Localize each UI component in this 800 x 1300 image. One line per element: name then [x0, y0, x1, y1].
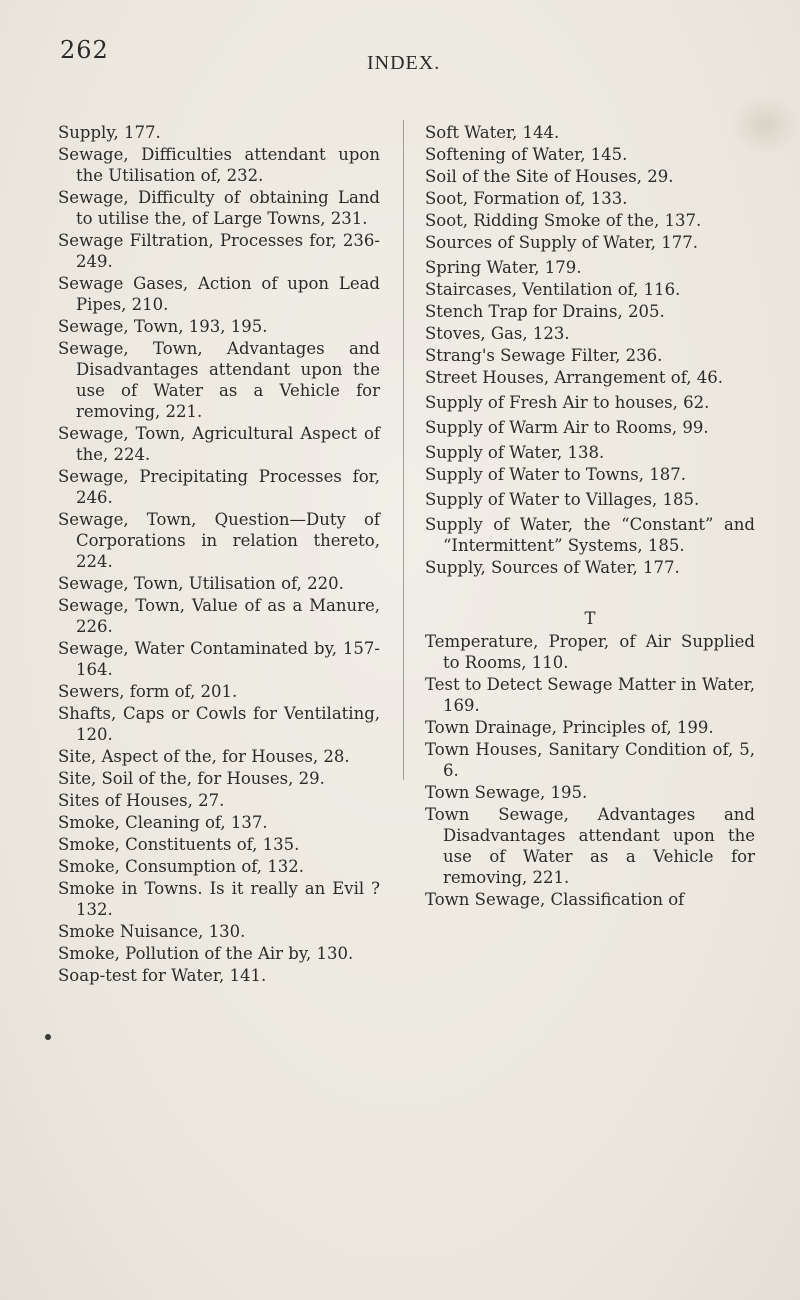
index-entry: Test to Detect Sewage Matter in Water, 169. — [425, 675, 755, 715]
index-entry: Sewage, Water Contaminated by, 157-164. — [58, 639, 380, 679]
right-column — [425, 122, 755, 911]
index-entry: Sewage Filtration, Processes for, 236-249. — [58, 231, 380, 271]
index-entry: Supply of Water to Towns, 187. — [425, 465, 686, 484]
index-entry: Sewage, Difficulties attendant upon the Utilisation of, 232. — [58, 145, 380, 185]
index-entry: Spring Water, 179. — [425, 258, 582, 277]
index-entry: Sewage, Town, Question—Duty of Corporations in relation thereto, 224. — [58, 510, 380, 571]
index-entry: Temperature, Proper, of Air Supplied to Rooms, 110. — [425, 632, 755, 672]
index-entry: Town Sewage, 195. — [425, 783, 588, 802]
index-entry: Supply of Fresh Air to houses, 62. — [425, 393, 710, 412]
index-entry: Softening of Water, 145. — [425, 145, 628, 164]
index-entry: Strang's Sewage Filter, 236. — [425, 346, 663, 365]
section-letter: T — [584, 609, 596, 628]
index-entry: Sewage, Difficulty of obtaining Land to utilise the, of Large Towns, 231. — [58, 188, 380, 228]
index-entry: Town Sewage, Advantages and Disadvantages attendant upon the use of Water as a Vehicle for removing, 221. — [425, 805, 755, 887]
index-entry: Smoke, Constituents of, 135. — [58, 835, 300, 854]
index-entry: Supply of Warm Air to Rooms, 99. — [425, 418, 709, 437]
index-entry: Sewage Gases, Action of upon Lead Pipes, 210. — [58, 274, 380, 314]
index-entry: Site, Aspect of the, for Houses, 28. — [58, 747, 350, 766]
index-entry: Town Sewage, Classification of — [425, 890, 685, 909]
index-entry: Staircases, Ventilation of, 116. — [425, 280, 681, 299]
index-entry: Supply of Water, the “Constant” and “Intermittent” Systems, 185. — [425, 515, 755, 555]
margin-bullet-mark — [45, 1034, 51, 1040]
index-entry: Soot, Ridding Smoke of the, 137. — [425, 211, 702, 230]
index-entry: Smoke in Towns. Is it really an Evil ? 132. — [58, 879, 380, 919]
index-entry: Stoves, Gas, 123. — [425, 324, 570, 343]
index-entry: Sewers, form of, 201. — [58, 682, 238, 701]
index-entry: Town Houses, Sanitary Condition of, 5, 6. — [425, 740, 755, 780]
index-entry: Supply, 177. — [58, 123, 161, 142]
index-entry: Supply of Water, 138. — [425, 443, 605, 462]
index-entry: Sewage, Precipitating Processes for, 246. — [58, 467, 380, 507]
index-entry: Shafts, Caps or Cowls for Ventilating, 120. — [58, 704, 380, 744]
index-entry: Soft Water, 144. — [425, 123, 560, 142]
running-head: INDEX. — [367, 52, 441, 74]
page-number: 262 — [60, 36, 109, 64]
index-entry: Smoke, Consumption of, 132. — [58, 857, 305, 876]
index-entry: Sources of Supply of Water, 177. — [425, 233, 698, 252]
index-entry: Supply, Sources of Water, 177. — [425, 558, 680, 577]
index-entry: Soot, Formation of, 133. — [425, 189, 628, 208]
index-entry: Soap-test for Water, 141. — [58, 966, 267, 985]
index-entry: Street Houses, Arrangement of, 46. — [425, 368, 723, 387]
index-entry: Smoke Nuisance, 130. — [58, 922, 246, 941]
index-entry: Sewage, Town, Advantages and Disadvantages attendant upon the use of Water as a Vehicle for removing, 221. — [58, 339, 380, 421]
index-entry: Sewage, Town, Utilisation of, 220. — [58, 574, 344, 593]
index-entry: Soil of the Site of Houses, 29. — [425, 167, 674, 186]
index-entry: Sewage, Town, 193, 195. — [58, 317, 268, 336]
index-entry: Smoke, Cleaning of, 137. — [58, 813, 268, 832]
index-entry: Smoke, Pollution of the Air by, 130. — [58, 944, 354, 963]
index-entry: Sewage, Town, Value of as a Manure, 226. — [58, 596, 380, 636]
index-entry: Sites of Houses, 27. — [58, 791, 225, 810]
column-divider — [403, 120, 404, 780]
index-entry: Sewage, Town, Agricultural Aspect of the, 224. — [58, 424, 380, 464]
index-entry: Site, Soil of the, for Houses, 29. — [58, 769, 325, 788]
left-column — [58, 122, 380, 987]
index-entry: Stench Trap for Drains, 205. — [425, 302, 665, 321]
index-entry: Town Drainage, Principles of, 199. — [425, 718, 714, 737]
index-entry: Supply of Water to Villages, 185. — [425, 490, 700, 509]
